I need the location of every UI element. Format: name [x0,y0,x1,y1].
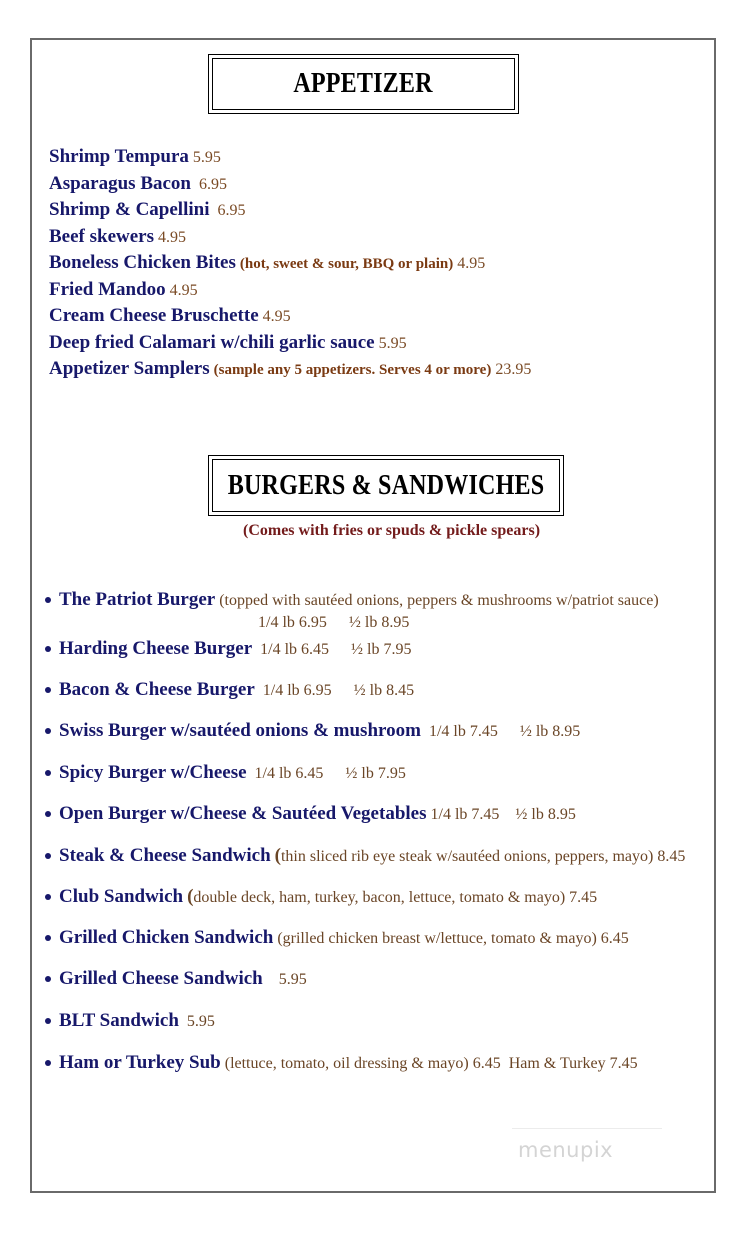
item-name: BLT Sandwich [59,1010,179,1031]
patriot-sizes [258,614,409,632]
burgers-title-box [208,455,564,516]
appetizer-list [49,144,531,383]
bullet-icon [45,728,51,734]
item-name: Grilled Chicken Sandwich [59,927,274,948]
item-name: Appetizer Samplers [49,358,210,379]
menu-item-club: Club Sandwich (double deck, ham, turkey, bacon, lettuce, tomato & mayo) 7.45 [45,886,597,909]
quarter-price: 1/4 lb 6.95 [262,682,332,699]
menu-item-open [45,803,576,826]
half-price: ½ lb 8.95 [348,614,410,631]
item-extra: Ham & Turkey 7.45 [508,1055,638,1072]
item-name: Shrimp & Capellini [49,199,210,220]
menu-item-swiss [45,720,580,743]
quarter-price: 1/4 lb 6.95 [258,614,327,631]
item-desc: thin sliced rib eye steak w/sautéed onions, peppers, mayo) [280,848,654,865]
bullet-icon [45,687,51,693]
item-name: Steak & Cheese Sandwich [59,845,271,866]
burgers-subtitle: (Comes with fries or spuds & pickle spears) [242,522,541,539]
item-name: Club Sandwich [59,886,184,907]
item-desc: (lettuce, tomato, oil dressing & mayo) [224,1055,469,1072]
item-price: 5.95 [278,971,307,988]
item-name: The Patriot Burger [59,589,216,610]
bullet-icon [45,646,51,652]
half-price: ½ lb 8.45 [353,682,415,699]
menu-item-sub [45,1052,638,1075]
item-name: Shrimp Tempura [49,146,189,167]
list-item [49,224,531,251]
item-name: Deep fried Calamari w/chili garlic sauce [49,331,375,353]
quarter-price: 1/4 lb 6.45 [254,765,324,782]
list-item [49,144,531,171]
list-item [49,356,531,383]
menu-item-harding [45,638,412,661]
item-price: 23.95 [495,361,532,378]
item-name: Beef skewers [49,225,154,247]
item-name: Ham or Turkey Sub [59,1052,221,1073]
list-item [49,277,531,304]
item-price: 5.95 [378,334,407,352]
item-price: 4.95 [457,255,486,272]
bullet-icon [45,597,51,603]
list-item [49,250,531,277]
item-price: 8.45 [657,848,686,865]
half-price: ½ lb 7.95 [345,765,406,782]
item-price: 5.95 [192,149,221,166]
item-price: 5.95 [186,1013,215,1030]
item-name: Swiss Burger w/sautéed onions & mushroom [59,720,421,741]
bullet-icon [45,976,51,982]
menu-item-patriot [45,589,659,612]
item-price: 6.95 [199,175,227,193]
item-price: 4.95 [169,281,198,299]
appetizer-title-box [208,54,519,114]
quarter-price: 1/4 lb 6.45 [260,641,330,658]
item-desc: (grilled chicken breast w/lettuce, tomato & mayo) [277,930,597,947]
item-price: 6.95 [217,202,246,219]
bullet-icon [45,811,51,817]
menu-item-grilled-cheese [45,968,307,991]
quarter-price: 1/4 lb 7.45 [428,723,498,740]
bullet-icon [45,853,51,859]
appetizer-title: APPETIZER [293,68,434,99]
item-price: 6.45 [472,1055,501,1072]
burgers-title: BURGERS & SANDWICHES [227,469,545,501]
item-price: 6.45 [600,930,629,947]
item-name: Spicy Burger w/Cheese [59,762,247,783]
bullet-icon [45,894,51,900]
bullet-icon [45,1018,51,1024]
list-item [49,330,531,357]
item-name: Boneless Chicken Bites [49,252,236,273]
half-price: ½ lb 8.95 [515,806,576,823]
item-desc: (topped with sautéed onions, peppers & mushrooms w/patriot sauce) [219,592,659,609]
bullet-icon [45,935,51,941]
item-name: Fried Mandoo [49,278,166,300]
bullet-icon [45,1060,51,1066]
quarter-price: 1/4 lb 7.45 [430,806,500,823]
item-desc: double deck, ham, turkey, bacon, lettuce, tomato & mayo) [193,889,566,906]
item-name: Open Burger w/Cheese & Sautéed Vegetables [59,803,427,824]
item-name: Cream Cheese Bruschette [49,305,259,326]
bullet-icon [45,770,51,776]
item-price: 4.95 [158,228,186,246]
menu-item-steak: Steak & Cheese Sandwich (thin sliced rib eye steak w/sautéed onions, peppers, mayo) 8.45 [45,845,685,868]
list-item [49,197,531,224]
watermark-line [512,1128,662,1129]
item-name: Bacon & Cheese Burger [59,679,255,700]
item-price: 4.95 [262,308,291,325]
half-price: ½ lb 7.95 [351,641,412,658]
half-price: ½ lb 8.95 [519,723,581,740]
item-name: Harding Cheese Burger [59,638,253,659]
menu-item-bacon-cheese [45,679,414,702]
menu-item-grilled-chicken [45,927,629,950]
item-price: 7.45 [569,889,598,906]
menu-item-spicy [45,762,406,785]
item-name: Grilled Cheese Sandwich [59,968,263,989]
list-item [49,303,531,330]
watermark: menupix [518,1138,614,1162]
item-note: (sample any 5 appetizers. Serves 4 or more) [213,362,492,378]
item-name: Asparagus Bacon [49,172,191,194]
list-item [49,171,531,198]
item-note: (hot, sweet & sour, BBQ or plain) [239,256,454,272]
menu-item-blt [45,1010,215,1033]
